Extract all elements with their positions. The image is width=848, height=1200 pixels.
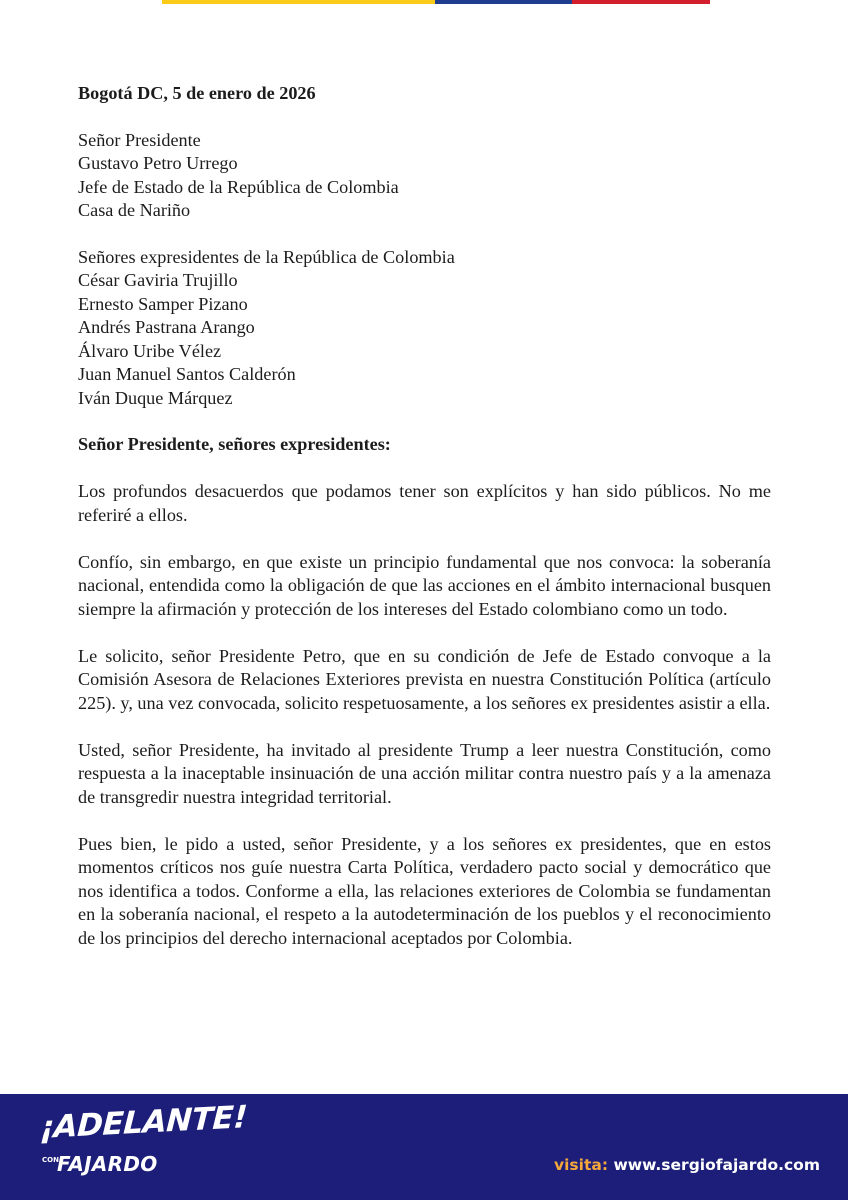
recipient-line: Ernesto Samper Pizano bbox=[78, 293, 248, 314]
letter-paragraph: Usted, señor Presidente, ha invitado al presidente Trump a leer nuestra Constitución, como respuesta a la inaceptable insinuación de una acción militar contra nuestro país y a la amenaza de transgredir nuestra integridad territorial. bbox=[78, 739, 771, 807]
recipient-line: Señor Presidente bbox=[78, 129, 201, 150]
visit-website-link[interactable] bbox=[554, 1156, 820, 1174]
recipient-line: Señores expresidentes de la República de Colombia bbox=[78, 246, 455, 267]
recipient-line: Casa de Nariño bbox=[78, 200, 191, 220]
footer-banner bbox=[0, 1094, 848, 1200]
logo-con: CON bbox=[42, 1156, 59, 1164]
flag-stripe-blue bbox=[435, 0, 572, 4]
letter-paragraph: Confío, sin embargo, en que existe un principio fundamental que nos convoca: la soberanía nacional, entendida como la obligación de que las acciones en el ámbito internacional busquen siempre la afirmación y protección de los intereses del Estado colombiano como un todo. bbox=[78, 551, 771, 619]
letter-paragraph: Pues bien, le pido a usted, señor Presidente, y a los señores ex presidentes, que en estos momentos críticos nos guíe nuestra Carta Política, verdadero pacto social y democrático que nos identifica a todos. Conforme a ella, las relaciones exteriores de Colombia se fundamentan en la soberanía nacional, el respeto a la autodeterminación de los pueblos y el reconocimiento de los principios del derecho internacional aceptados por Colombia. bbox=[78, 833, 771, 948]
letter-salutation: Señor Presidente, señores expresidentes: bbox=[78, 434, 391, 454]
logo-slogan: ¡ADELANTE! bbox=[39, 1099, 248, 1146]
flag-stripe bbox=[162, 0, 710, 4]
letter-paragraph: Los profundos desacuerdos que podamos tener son explícitos y han sido públicos. No me referiré a ellos. bbox=[78, 481, 771, 525]
recipient-line: Andrés Pastrana Arango bbox=[78, 317, 255, 337]
recipient-line: Álvaro Uribe Vélez bbox=[78, 340, 222, 361]
flag-stripe-red bbox=[572, 0, 710, 4]
recipient-block-expresidents bbox=[78, 246, 771, 411]
recipient-line: Jefe de Estado de la República de Colombia bbox=[78, 176, 399, 197]
recipient-line: Gustavo Petro Urrego bbox=[78, 153, 238, 173]
letter-date: Bogotá DC, 5 de enero de 2026 bbox=[78, 83, 316, 103]
letter-paragraph: Le solicito, señor Presidente Petro, que en su condición de Jefe de Estado convoque a la Comisión Asesora de Relaciones Exteriores prevista en nuestra Constitución Política (artículo 225). y, una vez convocada, solicito respetuosamente, a los señores ex presidentes asistir a ella. bbox=[78, 645, 771, 713]
website-url[interactable]: www.sergiofajardo.com bbox=[613, 1156, 820, 1174]
visit-label: visita: bbox=[554, 1156, 609, 1174]
letter-body bbox=[78, 82, 771, 974]
flag-stripe-yellow bbox=[162, 0, 435, 4]
recipient-line: Iván Duque Márquez bbox=[78, 387, 233, 408]
logo-name: FAJARDO bbox=[57, 1152, 158, 1176]
recipient-block-president bbox=[78, 129, 771, 223]
recipient-line: Juan Manuel Santos Calderón bbox=[78, 364, 296, 384]
campaign-logo bbox=[39, 1099, 248, 1180]
recipient-line: César Gaviria Trujillo bbox=[78, 270, 238, 290]
